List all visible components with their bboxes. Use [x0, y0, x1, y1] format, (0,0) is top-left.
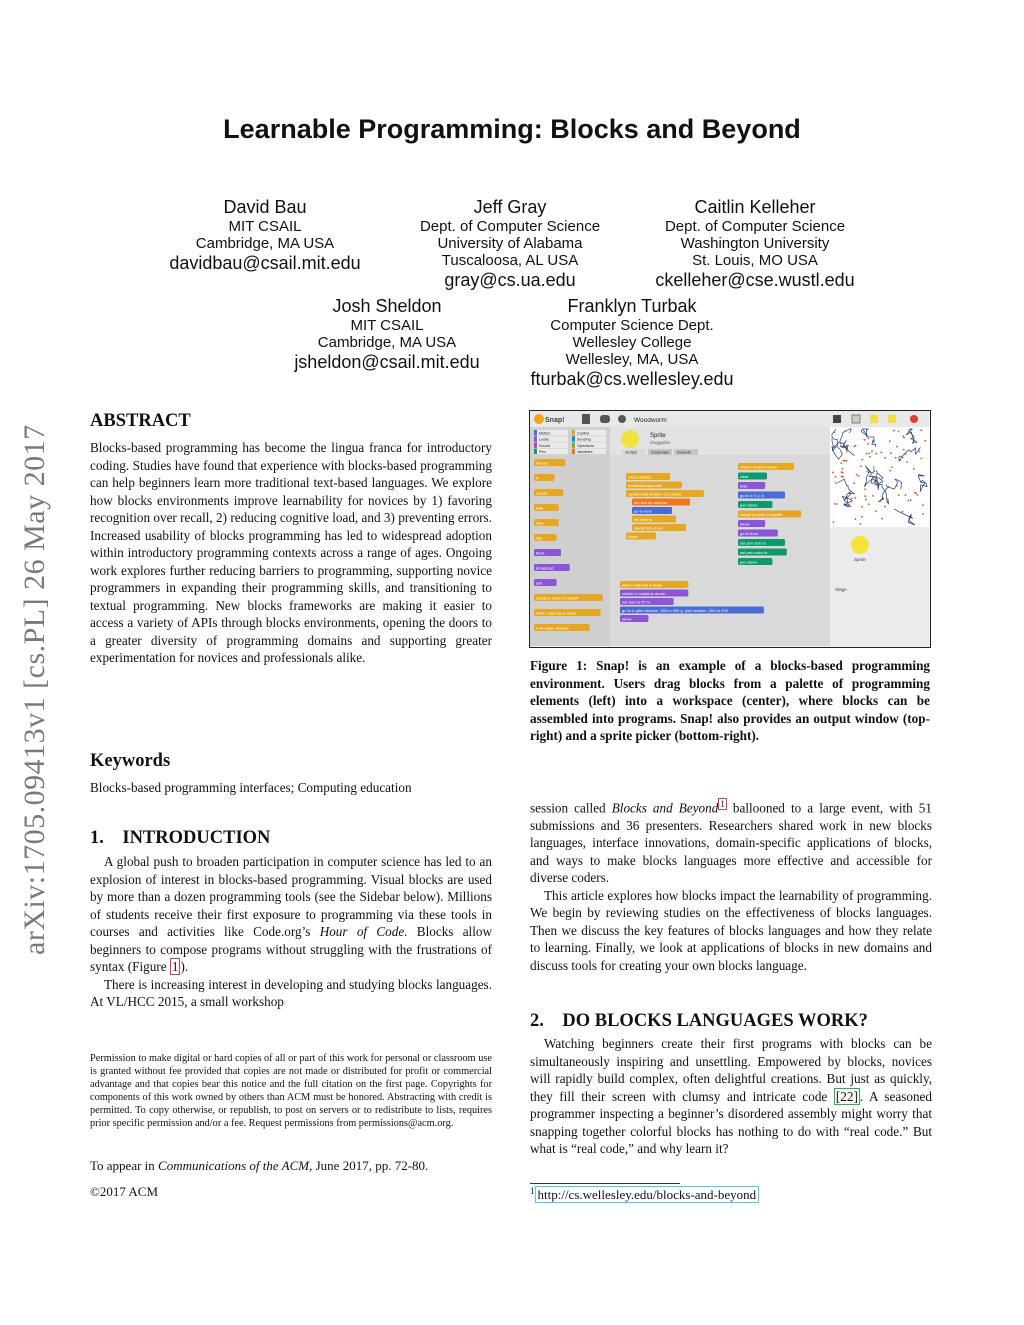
author-affil: Computer Science Dept.: [550, 317, 714, 334]
section-2-heading: 2. DO BLOCKS LANGUAGES WORK?: [530, 1011, 868, 1031]
stage-dot: [913, 468, 915, 470]
footnote: [530, 1186, 759, 1203]
right-paragraph-1: [530, 796, 932, 887]
stage-dot: [903, 437, 905, 439]
stage-dot: [905, 453, 907, 455]
category-label: Pen: [539, 450, 546, 454]
sprite-draggable: draggable: [650, 440, 671, 445]
palette-block-label: repeat: [536, 490, 548, 496]
stage-dot: [834, 503, 836, 505]
palette-block-label: forever: [536, 460, 549, 466]
script1-block-label: broadcast and wait: [628, 482, 662, 488]
editor-tab-label: Sounds: [677, 449, 691, 455]
author-affil: St. Louis, MO USA: [692, 252, 818, 269]
stage-dot: [862, 459, 864, 461]
stage-dot: [856, 474, 858, 476]
stage-dot: [924, 440, 926, 442]
stage-dot: [906, 461, 908, 463]
footnote-url-link[interactable]: http://cs.wellesley.edu/blocks-and-beyond: [535, 1186, 760, 1203]
stage-dot: [846, 445, 848, 447]
stage-dot: [898, 431, 900, 433]
category-swatch: [534, 430, 537, 436]
appear-prefix: To appear in: [90, 1158, 159, 1173]
category-label: Variables: [577, 450, 593, 454]
stage-dot: [846, 460, 848, 462]
script2-block-label: go to x: pick random -200 to 200 y: pick random -200 to 200: [622, 607, 728, 613]
author-name: Jeff Gray: [473, 197, 547, 217]
stage-dot: [840, 462, 842, 464]
intro-paragraph-1: [90, 853, 492, 976]
palette-block-label: ask: [536, 580, 543, 586]
stage-dot: [833, 431, 835, 433]
footnote-number: 1: [530, 1186, 535, 1196]
stage-dot: [866, 453, 868, 455]
stage-dot: [860, 465, 862, 467]
stage-dot: [916, 494, 918, 496]
stage-dot: [855, 445, 857, 447]
author-affil: MIT CSAIL: [350, 317, 424, 334]
author-affil: Dept. of Computer Science: [664, 218, 846, 235]
author-affil: Cambridge, MA USA: [317, 334, 457, 351]
editor-tabs: [622, 449, 698, 455]
stage-dot: [876, 471, 878, 473]
stage-dot: [893, 430, 895, 432]
stage-dot: [872, 495, 874, 497]
author-email[interactable]: jsheldon@csail.mit.edu: [294, 352, 480, 372]
editor-tab-label: Costumes: [651, 449, 670, 455]
appear-venue: Communications of the ACM: [158, 1158, 310, 1173]
right-col-body: [530, 796, 932, 974]
stage-dot: [865, 499, 867, 501]
author-5: [512, 295, 752, 390]
stage-dot: [875, 453, 877, 455]
stage-dot: [842, 468, 844, 470]
category-label: Operators: [577, 443, 594, 448]
author-affil: Tuscaloosa, AL USA: [441, 252, 579, 269]
intro-heading: 1. INTRODUCTION: [90, 828, 271, 848]
category-swatch: [572, 442, 575, 448]
category-label: Looks: [539, 437, 550, 442]
script2-block-label: set size to 25 %: [622, 599, 651, 605]
stage-size-icon: [833, 415, 841, 423]
stage-dot: [854, 497, 856, 499]
stage-dot: [868, 503, 870, 505]
palette-block-label: broadcast: [536, 565, 554, 571]
author-affil: Cambridge, MA USA: [195, 235, 335, 252]
sprite-thumb-icon: [621, 430, 639, 448]
stage-dot: [920, 458, 922, 460]
stage-dot: [903, 435, 905, 437]
stage-dot: [922, 504, 924, 506]
category-label: Control: [577, 431, 590, 436]
author-name: Josh Sheldon: [332, 296, 442, 316]
stage-dot: [909, 522, 911, 524]
palette-block-label: wait: [536, 505, 544, 511]
stage-dot: [884, 457, 886, 459]
script1-block-label: delete this clone: [634, 525, 663, 531]
intro-text: A global push to broaden participation in computer science has led to an explosion of interest in blocks-based programming. Visual blocks are used by more than a dozen programming tools (see the Sidebar below). Millions of students receive their first exposure to programming via these tools in courses and activities like Code.org’s: [90, 854, 492, 939]
author-1: [150, 196, 380, 274]
category-swatch: [572, 430, 575, 436]
section-2-paragraph: [530, 1035, 932, 1158]
palette-block-label: if: [536, 475, 538, 481]
stage-dot: [885, 485, 887, 487]
stage-dot: [880, 452, 882, 454]
citation-ref-link[interactable]: [22]: [835, 1088, 858, 1104]
stage-dot: [868, 453, 870, 455]
stage-dot: [844, 460, 846, 462]
category-label: Sound: [539, 443, 550, 448]
script3-block-label: show: [740, 521, 750, 527]
stage-dot: [903, 449, 905, 451]
abstract-heading: ABSTRACT: [90, 411, 191, 431]
stage-dot: [834, 446, 836, 448]
script3-block-label: clear: [740, 473, 749, 479]
abstract-body: [90, 439, 492, 667]
script3-block-label: when I receive setup: [740, 464, 777, 470]
author-affil: Wellesley, MA, USA: [565, 351, 699, 368]
paper-title: Learnable Programming: Blocks and Beyond: [223, 114, 801, 144]
palette-block-label: stop: [536, 520, 544, 526]
footnote-ref-link[interactable]: 1: [720, 799, 725, 809]
stage-dot: [835, 476, 837, 478]
category-swatch: [572, 436, 575, 442]
stage-dot: [858, 475, 860, 477]
script3-block-label: hide: [740, 483, 748, 489]
script3-block-label: create a clone of myself: [740, 511, 783, 517]
stage-dot: [832, 521, 834, 523]
stage-dot: [871, 450, 873, 452]
stage-dot: [875, 511, 877, 513]
corral-sprite-icon: [851, 536, 869, 554]
stage-dot: [889, 440, 891, 442]
script1-block-label: tell next to: [634, 516, 653, 522]
gear-icon: [618, 415, 626, 423]
stage-dot: [896, 446, 898, 448]
stage-dot: [869, 456, 871, 458]
stage-dot: [864, 488, 866, 490]
author-4: [272, 295, 502, 373]
author-3: [635, 196, 875, 291]
stage-dot: [873, 481, 875, 483]
stage-dot: [900, 459, 902, 461]
author-name: David Bau: [223, 197, 307, 217]
file-icon: [582, 414, 590, 424]
author-email[interactable]: fturbak@cs.wellesley.edu: [530, 369, 734, 389]
stage-dot: [919, 451, 921, 453]
category-swatch: [534, 449, 537, 455]
intro-body: [90, 853, 492, 1011]
stage-dot: [914, 492, 916, 494]
stage-dot: [836, 503, 838, 505]
stop-icon: [910, 415, 918, 423]
stage-dot: [855, 518, 857, 520]
palette-block-label: if on edge, bounce: [536, 625, 569, 631]
stage-dot: [864, 439, 866, 441]
stage-dot: [845, 430, 847, 432]
script1-block-label: repeat until empty? my clones: [628, 491, 682, 497]
keywords-text: Blocks-based programming interfaces; Computing education: [90, 780, 412, 795]
author-2: [395, 196, 625, 291]
abstract-text: Blocks-based programming has become the lingua franca for introductory coding. Studies have found that experience with blocks-based programming can help beginners learn more traditional text-based languages. We explore how blocks environments improve learnability for novices by 1) favoring recognition over recall, 2) reducing cognitive load, and 3) preventing errors. Increased usability of blocks programming has led to widespread adoption within introductory programming contexts across a range of ages. Ongoing work explores further reducing barriers to programming, supporting novice programmers in expanding their programming skills, and transitioning to textual programming. New blocks frameworks are making it easier to access a variety of APIs through blocks environments, opening the doors to a greater diversity of programming domains and supporting greater experimentation for novices and professionals alike.: [90, 440, 492, 665]
right-text: ballooned to a large event, with 51 submissions and 36 presenters. Researchers shared work in new blocks languages, interface innovations, domain-specific applications of blocks, and ways to make blocks languages more effective and accessible for diverse coders.: [530, 800, 932, 886]
author-affil: MIT CSAIL: [228, 218, 302, 235]
sec2-text: Watching beginners create their first programs with blocks can be simultaneously inspiring and unsettling. Empowered by blocks, novices will rapidly build complex, often delightful creations. But just as quickly, they fill their screen with clumsy and intricate code: [530, 1036, 932, 1104]
author-email[interactable]: ckelleher@cse.wustl.edu: [655, 270, 855, 290]
stage-dot: [840, 443, 842, 445]
stage-dot: [884, 506, 886, 508]
footnote-rule: [530, 1183, 680, 1184]
appear-in: [90, 1158, 428, 1174]
author-email[interactable]: gray@cs.ua.edu: [444, 270, 576, 290]
stage-dot: [861, 516, 863, 518]
author-name: Franklyn Turbak: [567, 296, 697, 316]
script1-block-label: clone: [628, 533, 638, 539]
stage-dot: [890, 452, 892, 454]
stage-dot: [886, 502, 888, 504]
stage-dot: [864, 495, 866, 497]
stage-dot: [848, 504, 850, 506]
stage-dot: [861, 506, 863, 508]
intro-text: ).: [180, 959, 189, 974]
stage-dot: [910, 499, 912, 501]
keywords-body: [90, 779, 492, 797]
corral-stage-label: Stage: [835, 587, 847, 592]
author-affil: Washington University: [680, 235, 830, 252]
stage-dot: [867, 443, 869, 445]
script1-block-label: let next be nearest: [634, 499, 667, 505]
author-name: Caitlin Kelleher: [694, 197, 816, 217]
palette-block-label: think: [536, 550, 545, 556]
stage-dot: [920, 429, 922, 431]
corral-sprite-label: Sprite: [854, 557, 866, 562]
permission-notice: Permission to make digital or hard copies of all or part of this work for personal or classroom use is granted without fee provided that copies are not made or distributed for profit or commercial advantage and that copies bear this notice and the full citation on the first page. Copyrights for components of this work owned by others than ACM must be honored. Abstracting with credit is permitted. To copy otherwise, or republish, to post on servers or to redistribute to lists, requires prior specific permission and/or a fee. Request permissions from permissions@acm.org.: [90, 1053, 492, 1129]
stage-dot: [905, 494, 907, 496]
appear-suffix: , June 2017, pp. 72-80.: [309, 1158, 429, 1173]
script1-block-label: go to next: [634, 508, 652, 514]
stage-dot: [868, 438, 870, 440]
stage-dot: [922, 513, 924, 515]
category-swatch: [534, 442, 537, 448]
category-label: Motion: [539, 431, 551, 436]
script3-block-label: go to front: [740, 530, 759, 536]
stage-dot: [841, 476, 843, 478]
script3-block-label: go to x: 0 y: 0: [740, 492, 765, 498]
sec2-text: . A seasoned programmer inspecting a beginner’s disordered assembly might worry that snapping together colorful blocks has nothing to do with “real code.” But what is “real code,” and why learn it?: [530, 1088, 932, 1156]
palette-block-label: create a clone of myself: [536, 595, 579, 601]
script3-block-label: pen down: [740, 559, 758, 565]
stage-dot: [896, 485, 898, 487]
intro-text: Blocks allow beginners to compose programs without struggling with the frustrations of syntax (Figure: [90, 924, 493, 974]
stage-dot: [910, 438, 912, 440]
editor-tab-label: Scripts: [625, 449, 638, 455]
author-affil: Wellesley College: [572, 334, 692, 351]
palette-block-label: when I start as a clone: [536, 610, 577, 616]
app-mode-icon: [852, 415, 860, 423]
stage-dot: [841, 471, 843, 473]
stage-dot: [907, 500, 909, 502]
cloud-icon: [600, 415, 610, 423]
author-affil: Dept. of Computer Science: [419, 218, 601, 235]
author-affil: University of Alabama: [437, 235, 583, 252]
stage-dot: [889, 470, 891, 472]
stage-dot: [902, 511, 904, 513]
script2-block-label: switch to costume arrow: [622, 590, 665, 596]
palette-block-label: say: [536, 535, 543, 541]
script3-block-label: set pen color to: [740, 549, 768, 555]
blocks-beyond-emphasis: Blocks and Beyond: [611, 800, 719, 816]
stage-dot: [895, 457, 897, 459]
script2-block-label: show: [622, 616, 632, 622]
category-swatch: [534, 436, 537, 442]
stage-dot: [851, 498, 853, 500]
script3-block-label: set pen size to: [740, 540, 766, 546]
figure-caption: Figure 1: Snap! is an example of a blocks-based programming environment. Users drag blocks from a palette of programming elements (left) into a workspace (center), where blocks can be assembled into programs. Snap! also provides an output window (top-right) and a sprite picker (bottom-right).: [530, 658, 930, 743]
stage-dot: [891, 466, 893, 468]
author-email[interactable]: davidbau@csail.mit.edu: [169, 253, 361, 273]
category-swatch: [572, 449, 575, 455]
svg-text:Snap!: Snap!: [545, 417, 565, 424]
copyright: ©2017 ACM: [90, 1184, 159, 1199]
sprite-name: Sprite: [650, 433, 666, 439]
snap-ui: [530, 411, 929, 646]
stage-dot: [843, 460, 845, 462]
pause-icon: [888, 415, 896, 423]
right-paragraph-2: This article explores how blocks impact the learnability of programming. We begin by reviewing studies on the effectiveness of blocks languages. Then we discuss the key features of blocks languages and how they relate to learning. Finally, we look at applications of blocks in new domains and discuss tools for creating your own blocks language.: [530, 887, 932, 973]
stage-dot: [853, 482, 855, 484]
stage-dot: [898, 494, 900, 496]
script2-block-label: when I start as a clone: [622, 582, 663, 588]
keywords-heading: Keywords: [90, 751, 171, 771]
script1-block-label: when clicked: [628, 474, 651, 480]
script3-block-label: pen down: [740, 502, 758, 508]
stage-dot: [875, 478, 877, 480]
stage-dot: [835, 482, 837, 484]
green-flag-icon: [870, 415, 878, 423]
figure-ref-link[interactable]: 1: [171, 959, 179, 974]
stage-dot: [881, 518, 883, 520]
figure-snap-screenshot: [529, 410, 931, 648]
right-text: session called: [530, 800, 612, 816]
category-label: Sensing: [577, 437, 591, 442]
arxiv-stamp: arXiv:1705.09413v1 [cs.PL] 26 May 2017: [18, 424, 51, 955]
stage-dot: [879, 500, 881, 502]
stage-dot: [832, 472, 834, 474]
stage-dot: [860, 523, 862, 525]
section-2-body: [530, 1035, 932, 1158]
intro-paragraph-2: There is increasing interest in developing and studying blocks languages. At VL/HCC 2015, a small workshop: [90, 976, 492, 1009]
hour-of-code-emphasis: Hour of Code.: [319, 924, 408, 939]
project-name: Woodworm: [634, 417, 667, 424]
